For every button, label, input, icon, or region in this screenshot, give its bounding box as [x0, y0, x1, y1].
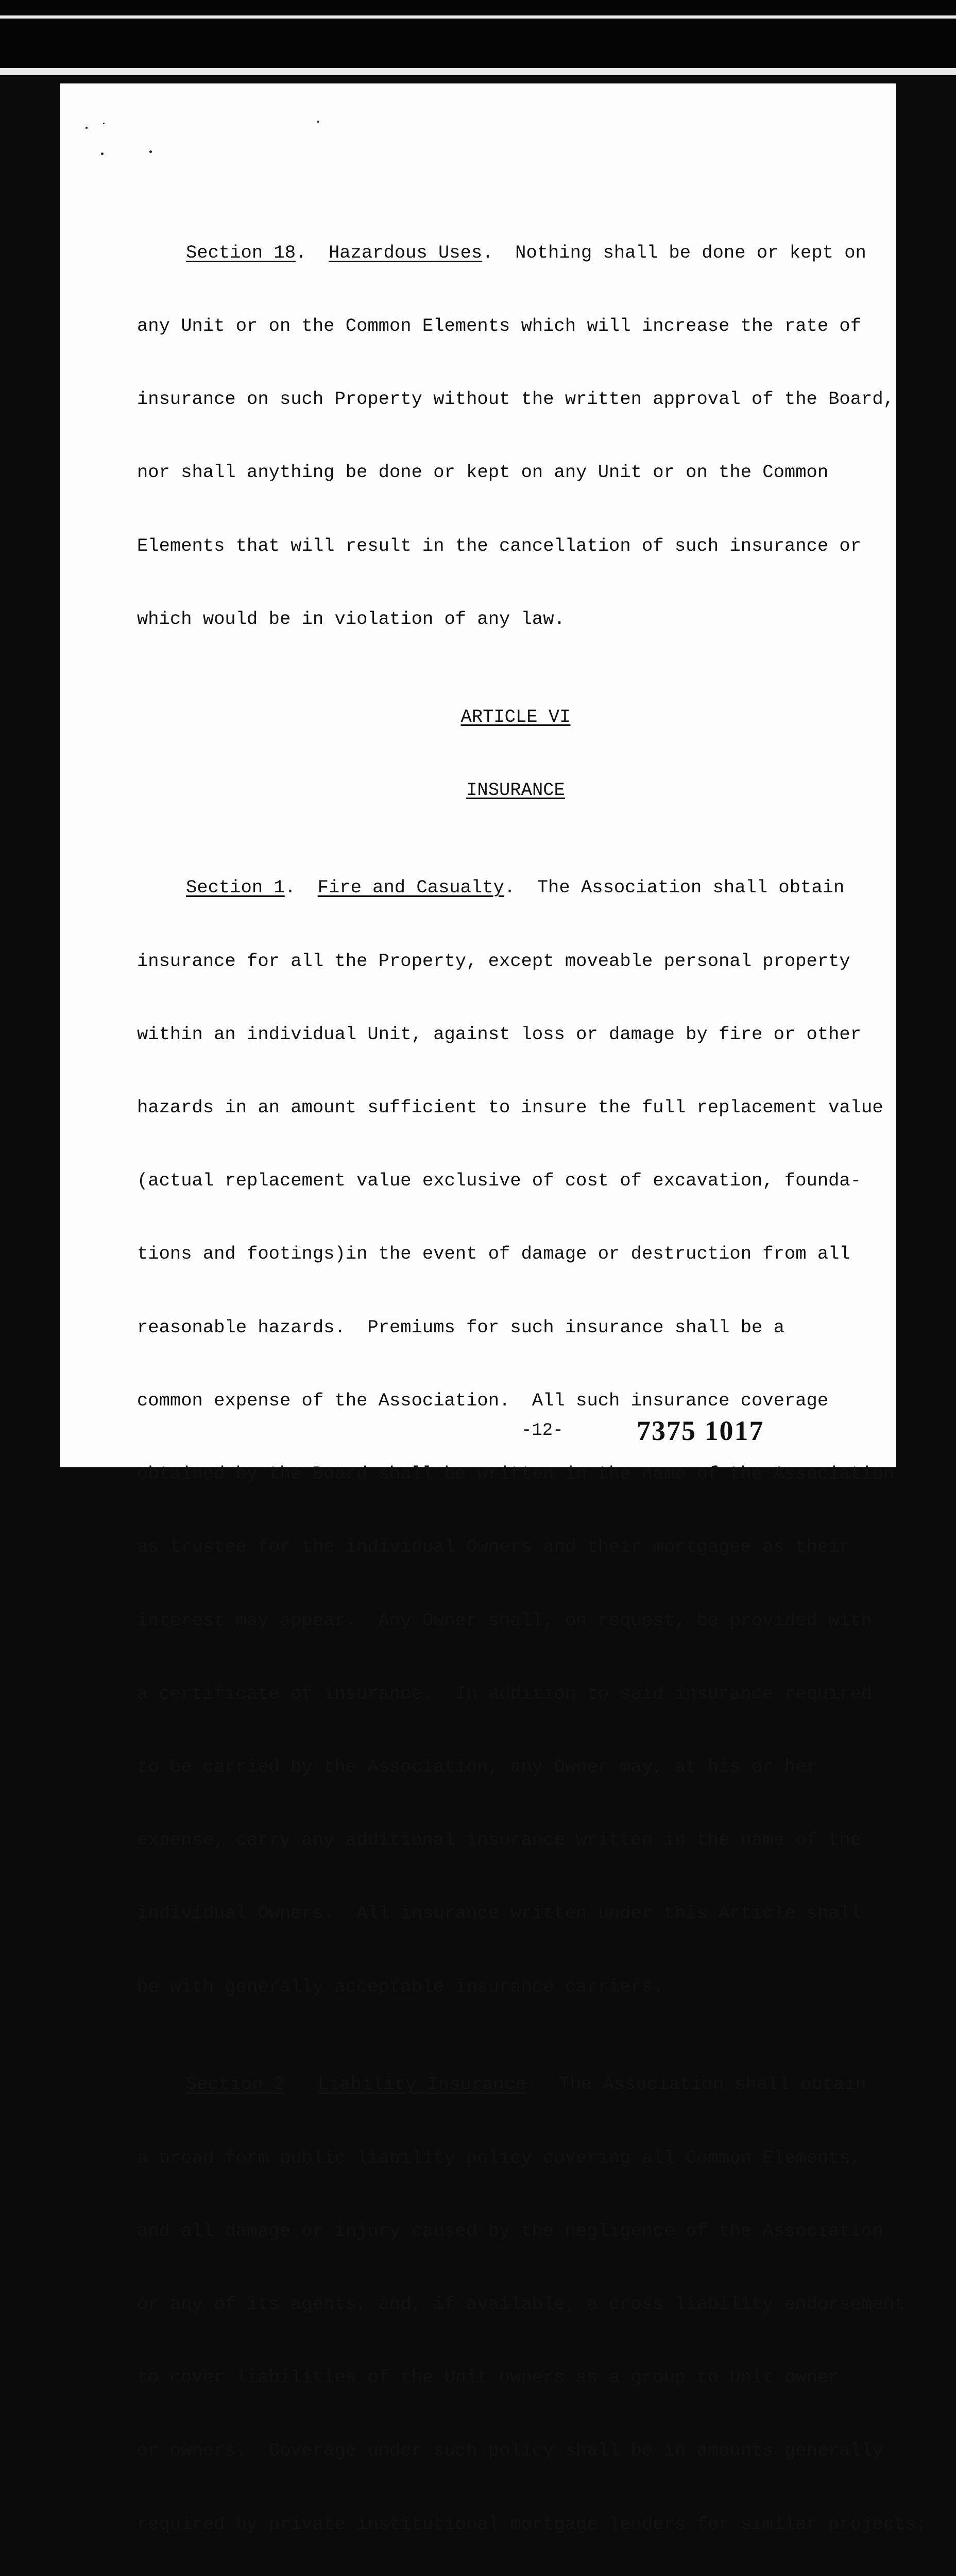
- section-18-number: Section 18: [186, 242, 296, 263]
- section-1-line: to be carried by the Association, any Owner may, at his or her: [137, 1756, 817, 1777]
- section-2-title: Liability Insurance: [317, 2074, 526, 2095]
- article-title: INSURANCE: [466, 779, 565, 801]
- section-1-line: common expense of the Association. All such insurance coverage: [137, 1389, 829, 1411]
- section-2-line: a broad form public liability policy covering all Common Elements,: [137, 2147, 862, 2168]
- section-2-line: or owners. Coverage under such policy shall be in amounts generally: [137, 2440, 883, 2462]
- scan-speck: [149, 150, 152, 153]
- scan-top-band: [0, 0, 956, 77]
- section-1-line: obtained by the Board shall be written in the name of the Association: [137, 1463, 894, 1485]
- section-1-line: tions and footings)in the event of damage or destruction from all: [137, 1243, 850, 1265]
- section-1-line: insurance for all the Property, except moveable personal property: [137, 950, 850, 972]
- section-1-line: individual Owners. All insurance written under this Article shall: [137, 1903, 862, 1924]
- section-18-title: Hazardous Uses: [328, 242, 483, 263]
- section-1-title: Fire and Casualty: [317, 877, 504, 899]
- scan-speck: [317, 121, 319, 123]
- scan-speck: [86, 127, 88, 129]
- scan-edge-line: [0, 68, 956, 75]
- scan-speck: [103, 123, 105, 124]
- section-18-line: insurance on such Property without the written approval of the Board,: [137, 388, 894, 410]
- section-1-line: reasonable hazards. Premiums for such insurance shall be a: [137, 1316, 784, 1338]
- section-1-line: hazards in an amount sufficient to insure the full replacement value: [137, 1097, 883, 1118]
- section-1-number: Section 1: [186, 877, 285, 899]
- section-1-line: (actual replacement value exclusive of cost of excavation, founda-: [137, 1170, 862, 1192]
- scan-edge-line: [0, 15, 956, 19]
- article-number: ARTICLE VI: [460, 706, 571, 727]
- section-18-line: Elements that will result in the cancellation of such insurance or: [137, 535, 862, 556]
- section-18-line-1: Section 18. Hazardous Uses. Nothing shall be done or kept on: [186, 242, 866, 263]
- section-2-line: and all damage or injury caused by the negligence of the Association: [137, 2220, 883, 2242]
- document-page: [60, 83, 927, 2535]
- section-1-line: expense, carry any additional insurance written in the name of the: [137, 1829, 862, 1851]
- section-18-line: nor shall anything be done or kept on any Unit or on the Common: [137, 462, 829, 483]
- section-1-line: interest may appear. Any Owner shall, on request, be provided with: [137, 1609, 873, 1631]
- document-body: [137, 192, 927, 2576]
- section-2-number: Section 2: [186, 2074, 285, 2095]
- section-2-line: or any of its agents, and, if available, a cross liability endorsement: [137, 2293, 906, 2315]
- recording-number: 7375 1017: [637, 1415, 764, 1446]
- section-18-line: any Unit or on the Common Elements which will increase the rate of: [137, 315, 862, 337]
- section-1-line: be with generally acceptable insurance carriers.: [137, 1976, 664, 1997]
- section-1-line: within an individual Unit, against loss or damage by fire or other: [137, 1023, 862, 1045]
- scan-speck: [101, 152, 104, 155]
- section-2-line: required by private institutional mortgage lenders for similar projects;: [137, 2513, 927, 2535]
- section-2-line-1: Section 2. Liability Insurance. The Association shall obtain: [186, 2074, 866, 2095]
- section-18-line: which would be in violation of any law.: [137, 608, 565, 630]
- section-1-line: as trustee for the individual Owners and their mortgagee as their: [137, 1536, 850, 1558]
- section-1-line-1: Section 1. Fire and Casualty. The Association shall obtain: [186, 877, 845, 899]
- page-number: -12-: [521, 1421, 564, 1440]
- section-2-line: to cover liabilities of the Unit owners as a group to Unit owner: [137, 2367, 840, 2388]
- section-1-line: a certificate of insurance. In addition to said insurance required: [137, 1683, 873, 1704]
